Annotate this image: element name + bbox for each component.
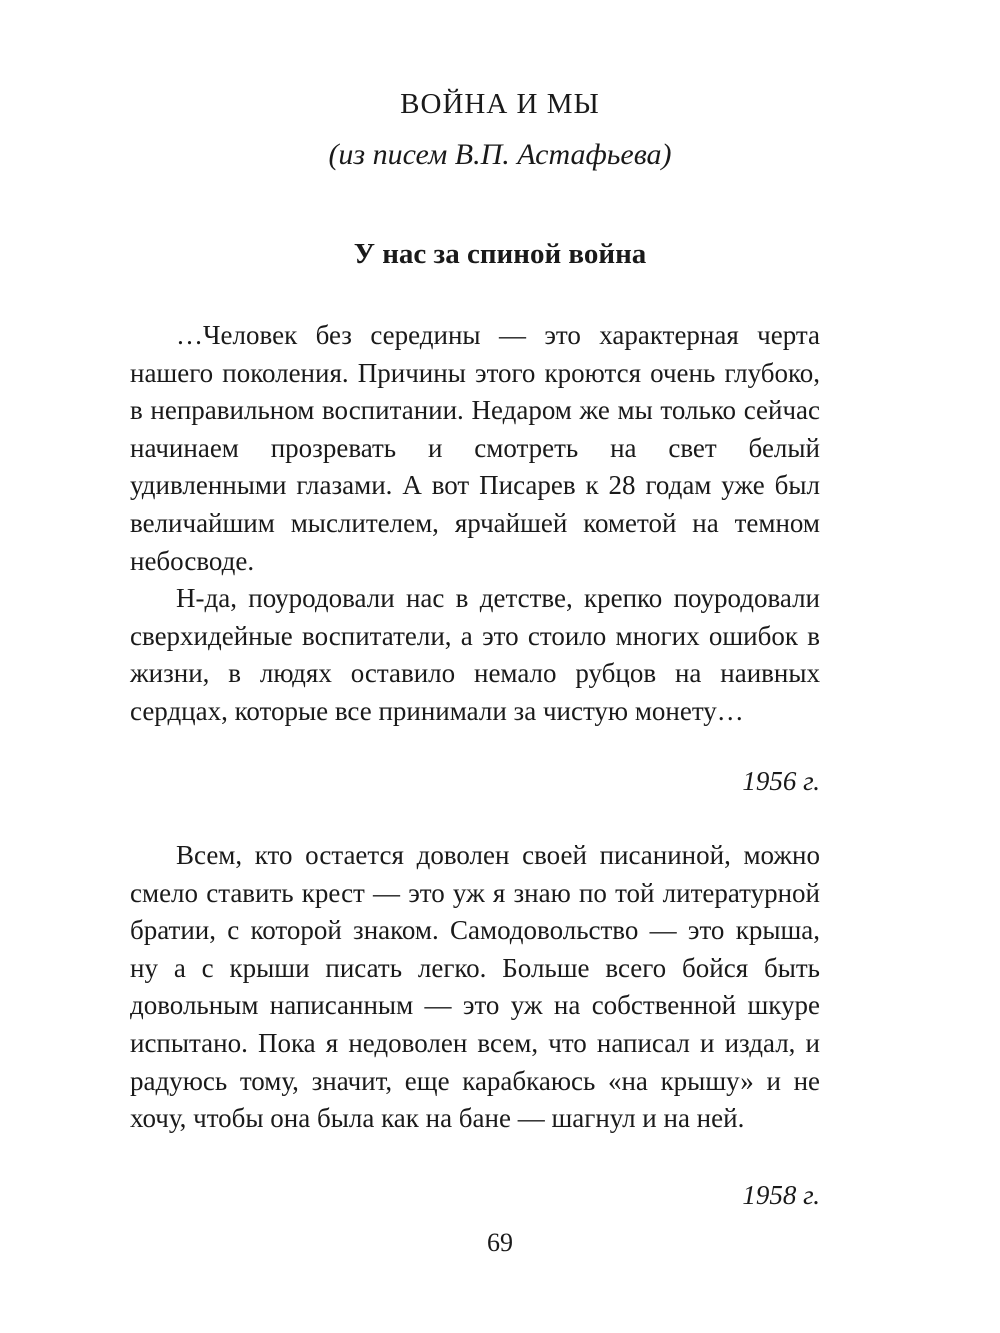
letter-1-date: 1956 г. bbox=[742, 766, 820, 796]
page-number: 69 bbox=[487, 1228, 513, 1257]
letter-1-paragraph-2: Н-да, поуродовали нас в детстве, крепко поуродовали сверхидейные воспитатели, а это стоило многих ошибок в жизни, в людях оставило немало рубцов на наивных сердцах, которые все принимали за чистую монету… bbox=[130, 583, 820, 726]
chapter-subtitle: (из писем В.П. Астафьева) bbox=[328, 138, 672, 171]
letter-1-paragraph-1: …Человек без середины — это характерная черта нашего поколения. Причины этого кроются очень глубоко, в неправильном воспитании. Недаром же мы только сейчас начинаем прозревать и смотреть на свет белый удивленными глазами. А вот Писарев к 28 годам уже был величайшим мыслителем, ярчайшей кометой на темном небосводе. bbox=[130, 320, 820, 576]
chapter-title: ВОЙНА И МЫ bbox=[400, 88, 600, 120]
letter-2-paragraph-1: Всем, кто остается доволен своей писаниной, можно смело ставить крест — это уж я знаю по той литературной братии, с которой знаком. Самодовольство — это крыша, ну а с крыши писать легко. Больше всего бойся быть довольным написанным — это уж на собственной шкуре испытано. Пока я недоволен всем, что написал и издал, и радуюсь тому, значит, еще карабкаюсь «на крышу» и не хочу, чтобы она была как на бане — шагнул и на ней. bbox=[130, 840, 820, 1134]
letter-1 bbox=[130, 317, 820, 731]
letter-2-date: 1958 г. bbox=[742, 1180, 820, 1210]
letter-2 bbox=[130, 837, 820, 1138]
section-heading: У нас за спиной война bbox=[353, 238, 647, 270]
